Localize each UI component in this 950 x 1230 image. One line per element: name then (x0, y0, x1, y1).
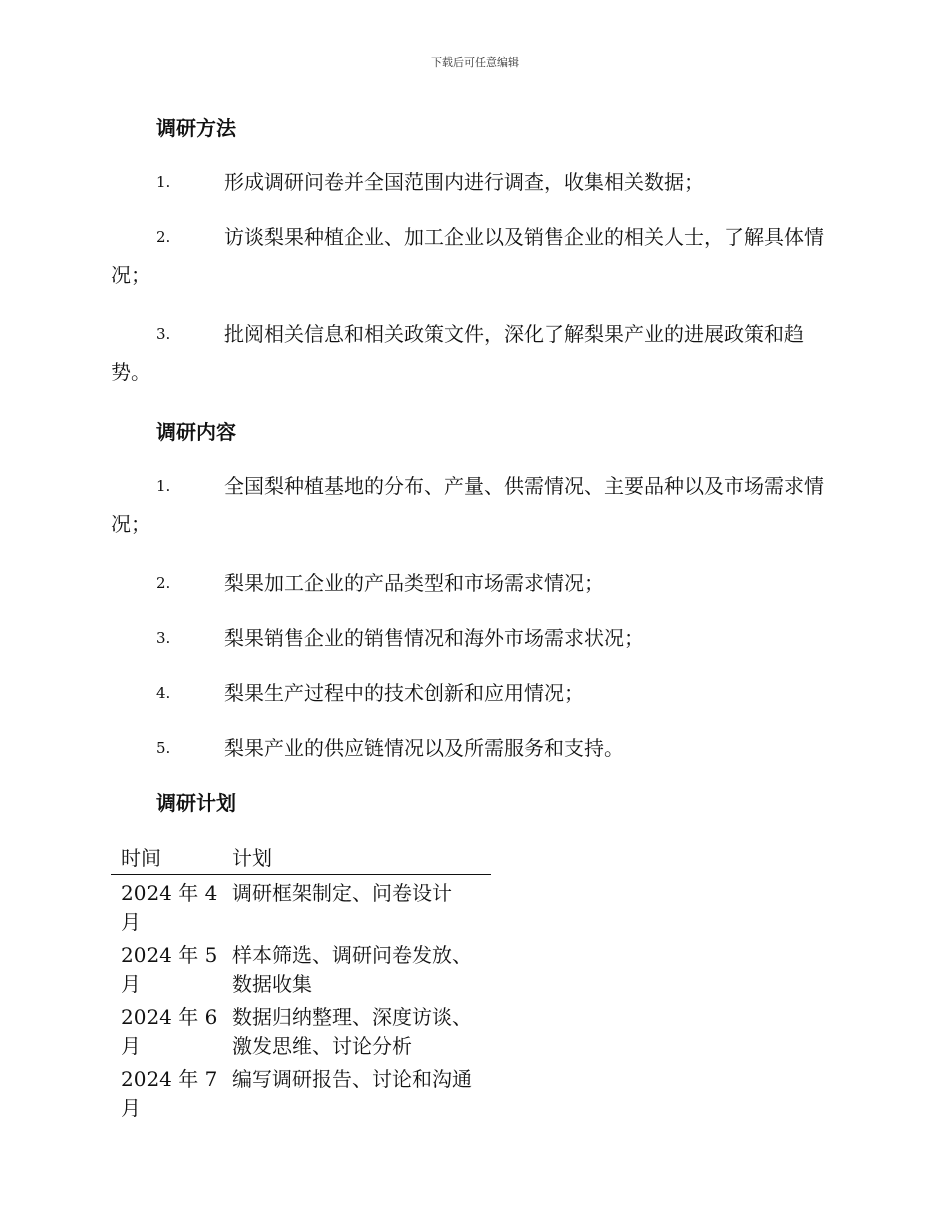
section-title-content: 调研内容 (156, 420, 236, 444)
item-number: 3. (156, 325, 171, 343)
item-text: 批阅相关信息和相关政策文件，深化了解梨果产业的进展政策和趋势。 (111, 322, 804, 384)
cell-plan: 数据归纳整理、深度访谈、激发思维、讨论分析 (231, 1005, 472, 1058)
item-text: 全国梨种植基地的分布、产量、供需情况、主要品种以及市场需求情况； (111, 474, 824, 536)
cell-time: 2024 年 4 月 (121, 881, 218, 934)
item-number: 1. (156, 477, 171, 495)
item-text: 梨果产业的供应链情况以及所需服务和支持。 (224, 736, 624, 760)
cell-time: 2024 年 7 月 (121, 1067, 218, 1120)
cell-time: 2024 年 5 月 (121, 943, 218, 996)
table-row (111, 999, 491, 1061)
table-row (111, 937, 491, 999)
item-text: 访谈梨果种植企业、加工企业以及销售企业的相关人士，了解具体情况； (111, 225, 824, 287)
column-header-plan: 计划 (222, 842, 491, 875)
item-number: 3. (156, 629, 171, 647)
table-row (111, 875, 491, 938)
cell-plan: 编写调研报告、讨论和沟通 (231, 1067, 472, 1091)
cell-time: 2024 年 6 月 (121, 1005, 218, 1058)
page-header: 下载后可任意编辑 (431, 56, 519, 69)
item-text: 梨果销售企业的销售情况和海外市场需求状况； (224, 626, 644, 650)
plan-table (111, 842, 491, 1123)
section-title-methods: 调研方法 (156, 116, 236, 140)
cell-plan: 调研框架制定、问卷设计 (231, 881, 452, 905)
section-title-plan: 调研计划 (156, 791, 236, 815)
table-header-row (111, 842, 491, 875)
item-text: 梨果生产过程中的技术创新和应用情况； (224, 681, 584, 705)
item-number: 2. (156, 228, 171, 246)
item-text: 形成调研问卷并全国范围内进行调查，收集相关数据； (224, 170, 704, 194)
column-header-time: 时间 (111, 842, 222, 875)
item-number: 5. (156, 739, 171, 757)
item-text: 梨果加工企业的产品类型和市场需求情况； (224, 571, 604, 595)
cell-plan: 样本筛选、调研问卷发放、数据收集 (231, 943, 472, 996)
table-row (111, 1061, 491, 1123)
item-number: 4. (156, 684, 171, 702)
item-number: 2. (156, 574, 171, 592)
item-number: 1. (156, 173, 171, 191)
